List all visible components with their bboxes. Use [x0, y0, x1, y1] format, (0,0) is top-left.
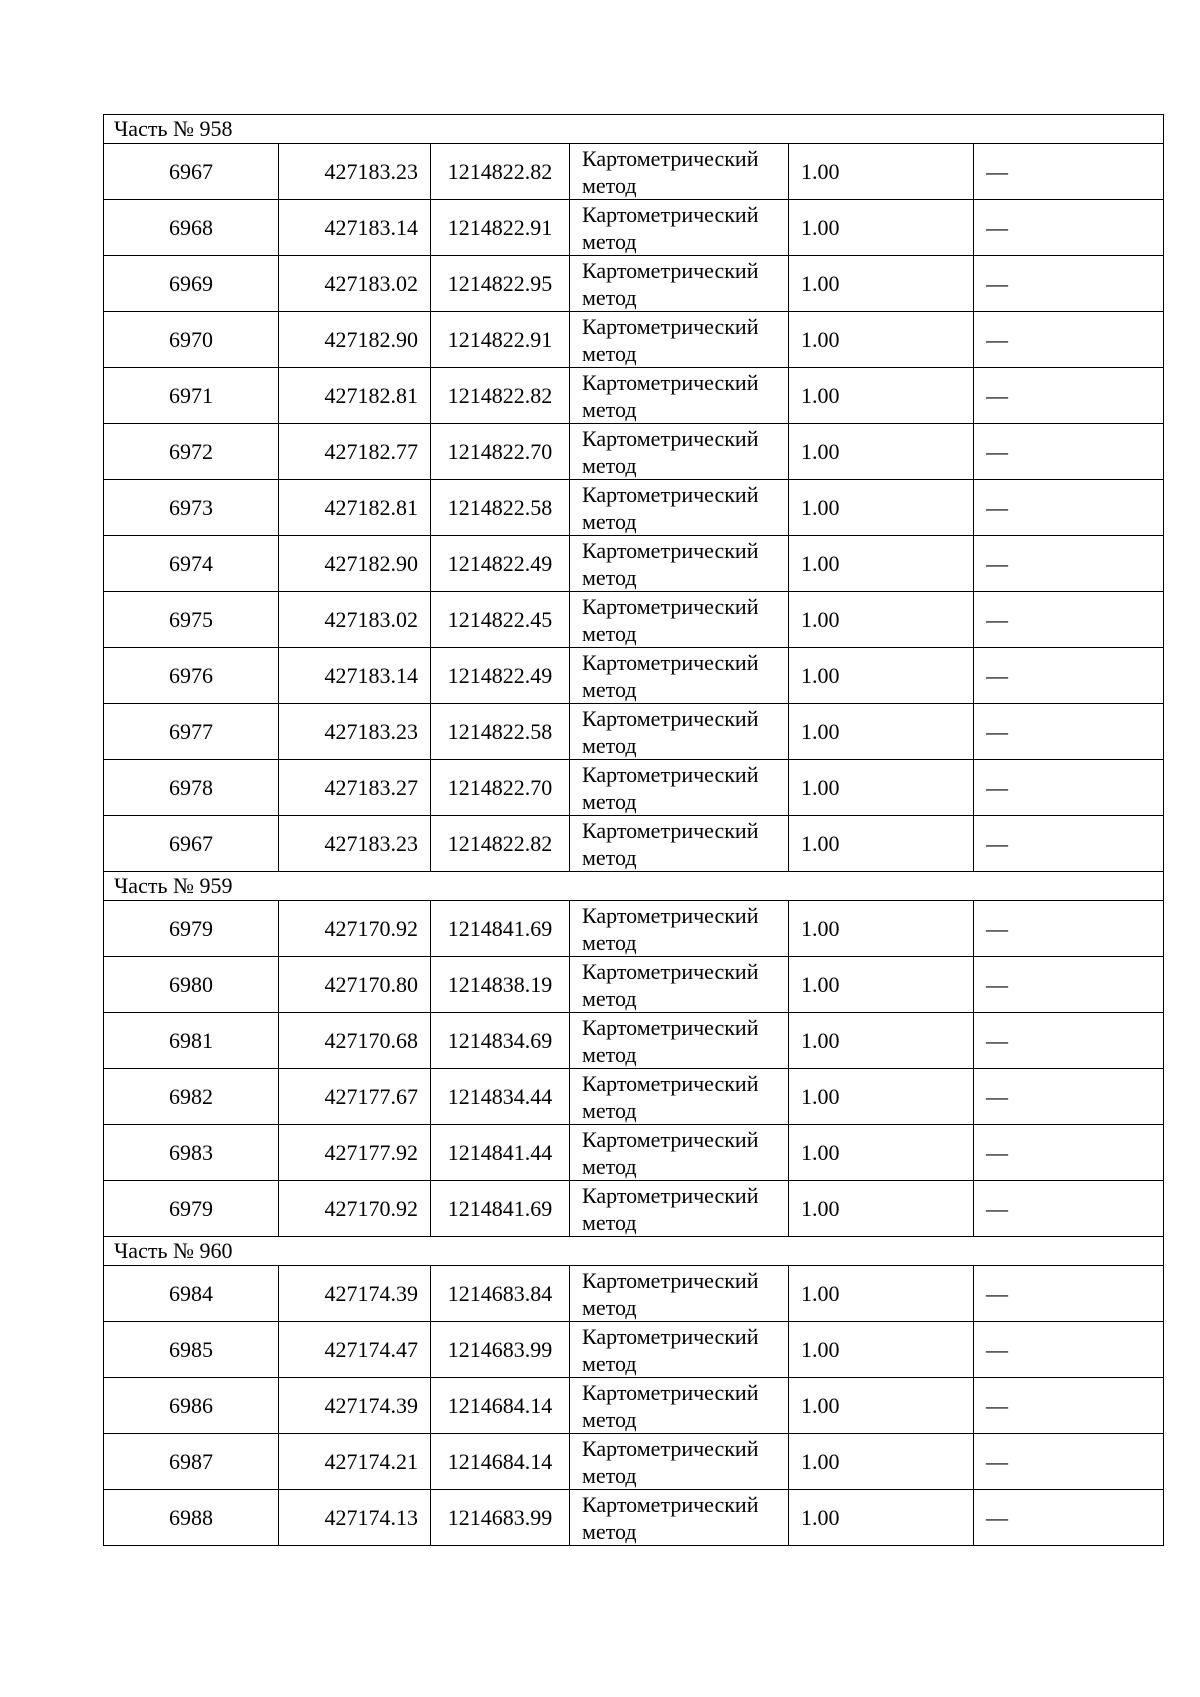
accuracy-value: 1.00 [789, 1181, 974, 1237]
point-number: 6986 [104, 1378, 279, 1434]
method-text: Картометрический [582, 761, 759, 787]
coordinate-y: 1214822.82 [431, 368, 570, 424]
coordinate-y: 1214838.19 [431, 957, 570, 1013]
description-dash: — [974, 200, 1164, 256]
coordinate-y: 1214684.14 [431, 1378, 570, 1434]
table-row [104, 1181, 1164, 1237]
table-row [104, 592, 1164, 648]
method-cell [570, 760, 789, 816]
method-cell [570, 536, 789, 592]
method-cell [570, 1322, 789, 1378]
method-text: метод [582, 620, 637, 646]
table-row [104, 1490, 1164, 1546]
method-text: Картометрический [582, 1182, 759, 1208]
coordinate-y: 1214841.69 [431, 1181, 570, 1237]
description-dash: — [974, 1378, 1164, 1434]
coordinate-x: 427170.92 [279, 901, 431, 957]
method-text: метод [582, 844, 637, 870]
point-number: 6987 [104, 1434, 279, 1490]
method-text: Картометрический [582, 145, 759, 171]
table-row [104, 480, 1164, 536]
description-dash: — [974, 1069, 1164, 1125]
method-text: метод [582, 228, 637, 254]
point-number: 6981 [104, 1013, 279, 1069]
method-text: Картометрический [582, 425, 759, 451]
description-dash: — [974, 760, 1164, 816]
method-cell [570, 704, 789, 760]
method-cell [570, 480, 789, 536]
method-text: метод [582, 788, 637, 814]
table-row [104, 368, 1164, 424]
accuracy-value: 1.00 [789, 1322, 974, 1378]
method-text: Картометрический [582, 705, 759, 731]
table-row [104, 1266, 1164, 1322]
method-text: Картометрический [582, 369, 759, 395]
accuracy-value: 1.00 [789, 424, 974, 480]
table-row [104, 1013, 1164, 1069]
coordinate-y: 1214834.44 [431, 1069, 570, 1125]
accuracy-value: 1.00 [789, 1013, 974, 1069]
accuracy-value: 1.00 [789, 312, 974, 368]
coordinate-y: 1214822.45 [431, 592, 570, 648]
coordinate-x: 427182.77 [279, 424, 431, 480]
method-text: Картометрический [582, 201, 759, 227]
point-number: 6967 [104, 816, 279, 872]
accuracy-value: 1.00 [789, 200, 974, 256]
method-cell [570, 200, 789, 256]
coordinate-y: 1214822.49 [431, 648, 570, 704]
table-row [104, 760, 1164, 816]
point-number: 6968 [104, 200, 279, 256]
method-text: метод [582, 340, 637, 366]
method-text: Картометрический [582, 481, 759, 507]
accuracy-value: 1.00 [789, 592, 974, 648]
table-row [104, 816, 1164, 872]
method-text: метод [582, 1406, 637, 1432]
point-number: 6988 [104, 1490, 279, 1546]
point-number: 6973 [104, 480, 279, 536]
coordinate-x: 427174.47 [279, 1322, 431, 1378]
accuracy-value: 1.00 [789, 816, 974, 872]
coordinate-y: 1214684.14 [431, 1434, 570, 1490]
method-text: метод [582, 676, 637, 702]
method-text: метод [582, 1209, 637, 1235]
table-row [104, 312, 1164, 368]
method-cell [570, 1378, 789, 1434]
method-text: метод [582, 396, 637, 422]
table-row [104, 704, 1164, 760]
method-cell [570, 424, 789, 480]
method-cell [570, 901, 789, 957]
part-title: Часть № 959 [104, 872, 1164, 901]
point-number: 6972 [104, 424, 279, 480]
coordinate-y: 1214834.69 [431, 1013, 570, 1069]
part-header-row [104, 1237, 1164, 1266]
coordinate-y: 1214822.58 [431, 480, 570, 536]
method-text: Картометрический [582, 817, 759, 843]
method-cell [570, 1125, 789, 1181]
method-text: метод [582, 985, 637, 1011]
accuracy-value: 1.00 [789, 648, 974, 704]
method-text: метод [582, 1153, 637, 1179]
table-row [104, 1378, 1164, 1434]
method-text: Картометрический [582, 1070, 759, 1096]
table-row [104, 648, 1164, 704]
part-title: Часть № 960 [104, 1237, 1164, 1266]
table-row [104, 1069, 1164, 1125]
coordinate-x: 427183.02 [279, 256, 431, 312]
coordinate-y: 1214683.99 [431, 1322, 570, 1378]
coordinate-x: 427183.14 [279, 200, 431, 256]
part-title: Часть № 958 [104, 115, 1164, 144]
coordinate-y: 1214822.49 [431, 536, 570, 592]
method-cell [570, 1069, 789, 1125]
method-text: метод [582, 929, 637, 955]
accuracy-value: 1.00 [789, 368, 974, 424]
coordinate-y: 1214841.44 [431, 1125, 570, 1181]
table-row [104, 1125, 1164, 1181]
point-number: 6979 [104, 901, 279, 957]
method-text: Картометрический [582, 1435, 759, 1461]
method-cell [570, 816, 789, 872]
coordinate-x: 427183.23 [279, 816, 431, 872]
description-dash: — [974, 592, 1164, 648]
method-text: метод [582, 284, 637, 310]
coordinate-y: 1214822.70 [431, 424, 570, 480]
method-text: метод [582, 172, 637, 198]
table-row [104, 536, 1164, 592]
coordinate-y: 1214822.82 [431, 144, 570, 200]
description-dash: — [974, 1266, 1164, 1322]
coordinate-x: 427183.02 [279, 592, 431, 648]
accuracy-value: 1.00 [789, 1490, 974, 1546]
coordinate-y: 1214683.84 [431, 1266, 570, 1322]
method-text: Картометрический [582, 257, 759, 283]
coordinate-x: 427170.92 [279, 1181, 431, 1237]
part-header-row [104, 115, 1164, 144]
description-dash: — [974, 536, 1164, 592]
description-dash: — [974, 1490, 1164, 1546]
method-text: Картометрический [582, 1126, 759, 1152]
method-text: Картометрический [582, 958, 759, 984]
accuracy-value: 1.00 [789, 144, 974, 200]
description-dash: — [974, 648, 1164, 704]
method-cell [570, 256, 789, 312]
coordinate-x: 427177.67 [279, 1069, 431, 1125]
point-number: 6976 [104, 648, 279, 704]
point-number: 6977 [104, 704, 279, 760]
point-number: 6971 [104, 368, 279, 424]
method-cell [570, 1434, 789, 1490]
method-cell [570, 957, 789, 1013]
coordinates-table [103, 114, 1164, 1546]
accuracy-value: 1.00 [789, 1266, 974, 1322]
description-dash: — [974, 957, 1164, 1013]
method-text: Картометрический [582, 537, 759, 563]
description-dash: — [974, 368, 1164, 424]
accuracy-value: 1.00 [789, 704, 974, 760]
method-text: метод [582, 732, 637, 758]
description-dash: — [974, 816, 1164, 872]
description-dash: — [974, 704, 1164, 760]
coordinate-y: 1214822.95 [431, 256, 570, 312]
coordinate-y: 1214822.70 [431, 760, 570, 816]
coordinate-y: 1214822.58 [431, 704, 570, 760]
method-cell [570, 1266, 789, 1322]
method-text: метод [582, 1350, 637, 1376]
description-dash: — [974, 1434, 1164, 1490]
method-text: Картометрический [582, 649, 759, 675]
accuracy-value: 1.00 [789, 957, 974, 1013]
point-number: 6984 [104, 1266, 279, 1322]
coordinate-x: 427174.39 [279, 1378, 431, 1434]
description-dash: — [974, 424, 1164, 480]
method-cell [570, 312, 789, 368]
coordinate-x: 427174.39 [279, 1266, 431, 1322]
method-text: метод [582, 564, 637, 590]
description-dash: — [974, 901, 1164, 957]
coordinate-x: 427182.90 [279, 536, 431, 592]
table-row [104, 256, 1164, 312]
accuracy-value: 1.00 [789, 1069, 974, 1125]
point-number: 6979 [104, 1181, 279, 1237]
point-number: 6969 [104, 256, 279, 312]
accuracy-value: 1.00 [789, 536, 974, 592]
method-text: метод [582, 1462, 637, 1488]
coordinate-x: 427170.80 [279, 957, 431, 1013]
coordinate-x: 427183.14 [279, 648, 431, 704]
point-number: 6982 [104, 1069, 279, 1125]
accuracy-value: 1.00 [789, 901, 974, 957]
table-row [104, 1322, 1164, 1378]
point-number: 6985 [104, 1322, 279, 1378]
coordinate-y: 1214822.82 [431, 816, 570, 872]
coordinate-x: 427174.21 [279, 1434, 431, 1490]
method-text: Картометрический [582, 902, 759, 928]
accuracy-value: 1.00 [789, 760, 974, 816]
table-row [104, 901, 1164, 957]
description-dash: — [974, 1125, 1164, 1181]
accuracy-value: 1.00 [789, 256, 974, 312]
method-cell [570, 1013, 789, 1069]
description-dash: — [974, 312, 1164, 368]
method-cell [570, 1181, 789, 1237]
description-dash: — [974, 1322, 1164, 1378]
method-text: метод [582, 1518, 637, 1544]
table-row [104, 424, 1164, 480]
point-number: 6978 [104, 760, 279, 816]
description-dash: — [974, 1013, 1164, 1069]
point-number: 6980 [104, 957, 279, 1013]
description-dash: — [974, 144, 1164, 200]
method-text: метод [582, 452, 637, 478]
method-cell [570, 648, 789, 704]
accuracy-value: 1.00 [789, 1125, 974, 1181]
method-cell [570, 144, 789, 200]
point-number: 6974 [104, 536, 279, 592]
coordinate-x: 427183.27 [279, 760, 431, 816]
description-dash: — [974, 1181, 1164, 1237]
accuracy-value: 1.00 [789, 480, 974, 536]
method-text: Картометрический [582, 1491, 759, 1517]
table-row [104, 957, 1164, 1013]
coordinate-y: 1214822.91 [431, 200, 570, 256]
method-text: метод [582, 1294, 637, 1320]
method-text: метод [582, 1041, 637, 1067]
method-text: Картометрический [582, 1323, 759, 1349]
method-cell [570, 592, 789, 648]
method-text: Картометрический [582, 1267, 759, 1293]
part-header-row [104, 872, 1164, 901]
table-row [104, 200, 1164, 256]
point-number: 6975 [104, 592, 279, 648]
method-text: Картометрический [582, 593, 759, 619]
coordinate-x: 427177.92 [279, 1125, 431, 1181]
point-number: 6970 [104, 312, 279, 368]
description-dash: — [974, 480, 1164, 536]
point-number: 6967 [104, 144, 279, 200]
coordinate-y: 1214822.91 [431, 312, 570, 368]
coordinate-y: 1214683.99 [431, 1490, 570, 1546]
coordinate-x: 427174.13 [279, 1490, 431, 1546]
accuracy-value: 1.00 [789, 1434, 974, 1490]
method-text: Картометрический [582, 1379, 759, 1405]
method-text: Картометрический [582, 1014, 759, 1040]
method-cell [570, 368, 789, 424]
coordinate-y: 1214841.69 [431, 901, 570, 957]
coordinate-x: 427170.68 [279, 1013, 431, 1069]
method-cell [570, 1490, 789, 1546]
coordinate-x: 427182.90 [279, 312, 431, 368]
coordinates-table-body [104, 115, 1164, 1546]
table-row [104, 144, 1164, 200]
point-number: 6983 [104, 1125, 279, 1181]
coordinate-x: 427183.23 [279, 704, 431, 760]
coordinate-x: 427182.81 [279, 368, 431, 424]
coordinate-x: 427183.23 [279, 144, 431, 200]
method-text: метод [582, 1097, 637, 1123]
coordinate-x: 427182.81 [279, 480, 431, 536]
table-row [104, 1434, 1164, 1490]
description-dash: — [974, 256, 1164, 312]
accuracy-value: 1.00 [789, 1378, 974, 1434]
method-text: Картометрический [582, 313, 759, 339]
method-text: метод [582, 508, 637, 534]
